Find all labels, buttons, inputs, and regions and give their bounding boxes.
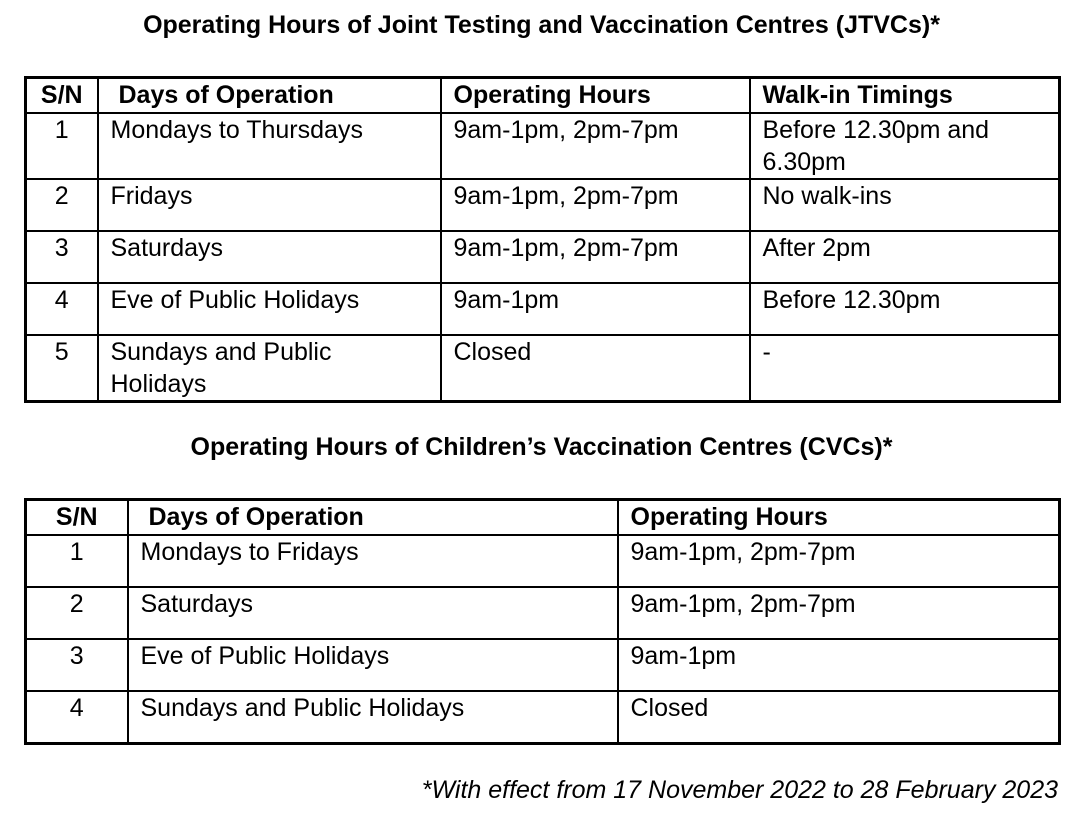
jtvc-hours-table (24, 76, 1061, 403)
cell-walk-in: Before 12.30pm and 6.30pm (750, 113, 1060, 179)
table-row (26, 535, 1060, 587)
table-row (26, 587, 1060, 639)
cell-days: Fridays (98, 179, 441, 231)
cell-hours: 9am-1pm, 2pm-7pm (618, 535, 1060, 587)
cell-sn: 1 (26, 535, 128, 587)
table-row (26, 335, 1060, 402)
header-sn: S/N (26, 500, 128, 536)
cell-walk-in: Before 12.30pm (750, 283, 1060, 335)
cell-sn: 2 (26, 587, 128, 639)
header-days-of-operation: Days of Operation (128, 500, 618, 536)
cell-days: Sundays and Public Holidays (98, 335, 441, 402)
cell-hours: 9am-1pm, 2pm-7pm (441, 113, 750, 179)
table-header-row (26, 500, 1060, 536)
cvc-hours-table (24, 498, 1061, 745)
table-row (26, 283, 1060, 335)
header-operating-hours: Operating Hours (441, 78, 750, 114)
table-row (26, 231, 1060, 283)
table-header-row (26, 78, 1060, 114)
cell-walk-in: After 2pm (750, 231, 1060, 283)
cell-sn: 4 (26, 691, 128, 744)
cell-walk-in: No walk-ins (750, 179, 1060, 231)
cell-days: Mondays to Thursdays (98, 113, 441, 179)
cell-hours: 9am-1pm, 2pm-7pm (441, 231, 750, 283)
cell-days: Sundays and Public Holidays (128, 691, 618, 744)
cell-hours: 9am-1pm (618, 639, 1060, 691)
jtvc-title: Operating Hours of Joint Testing and Vaccination Centres (JTVCs)* (143, 11, 940, 39)
header-sn: S/N (26, 78, 98, 114)
table-row (26, 179, 1060, 231)
cell-days: Eve of Public Holidays (98, 283, 441, 335)
effective-date-footnote: *With effect from 17 November 2022 to 28 February 2023 (421, 776, 1058, 804)
header-walk-in-timings: Walk-in Timings (750, 78, 1060, 114)
cell-sn: 3 (26, 231, 98, 283)
cell-sn: 5 (26, 335, 98, 402)
table-row (26, 639, 1060, 691)
cell-sn: 4 (26, 283, 98, 335)
cell-days: Saturdays (98, 231, 441, 283)
cell-hours: 9am-1pm, 2pm-7pm (441, 179, 750, 231)
header-operating-hours: Operating Hours (618, 500, 1060, 536)
cell-walk-in: - (750, 335, 1060, 402)
cvc-title: Operating Hours of Children’s Vaccination Centres (CVCs)* (190, 433, 893, 461)
table-row (26, 113, 1060, 179)
cell-hours: 9am-1pm, 2pm-7pm (618, 587, 1060, 639)
table-row (26, 691, 1060, 744)
cell-hours: Closed (618, 691, 1060, 744)
cell-days: Mondays to Fridays (128, 535, 618, 587)
cell-sn: 2 (26, 179, 98, 231)
cell-hours: 9am-1pm (441, 283, 750, 335)
cell-days: Eve of Public Holidays (128, 639, 618, 691)
cell-sn: 1 (26, 113, 98, 179)
cell-days: Saturdays (128, 587, 618, 639)
cell-sn: 3 (26, 639, 128, 691)
cell-hours: Closed (441, 335, 750, 402)
header-days-of-operation: Days of Operation (98, 78, 441, 114)
